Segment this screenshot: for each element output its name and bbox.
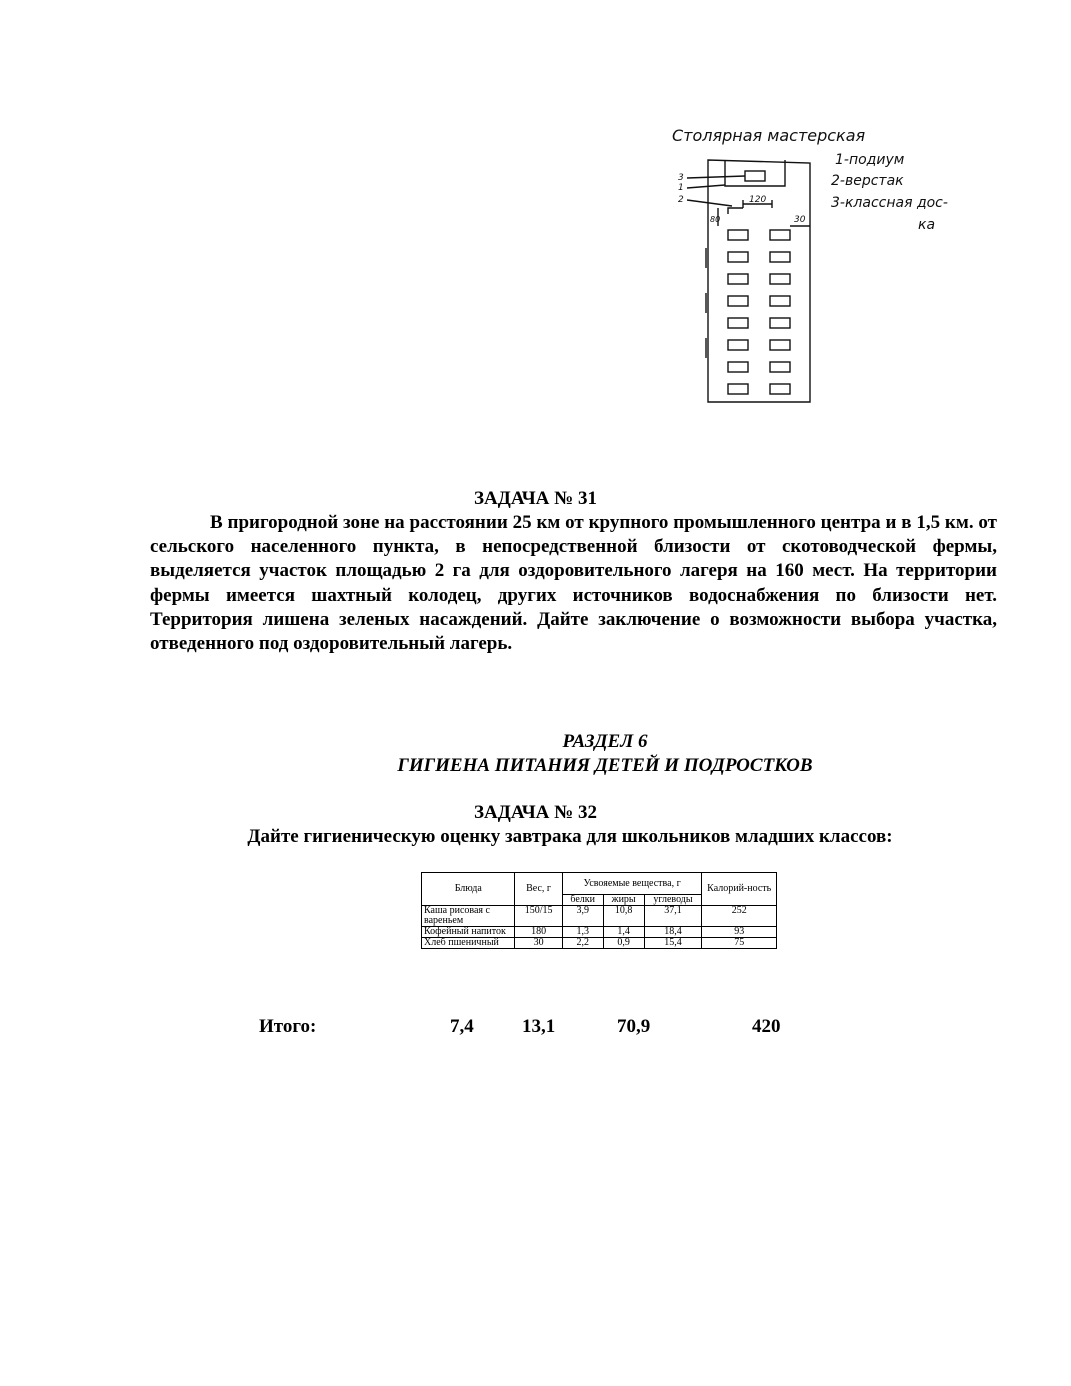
task-32-intro: Дайте гигиеническую оценку завтрака для школьников младших классов:	[247, 826, 893, 847]
section-title: РАЗДЕЛ 6	[562, 731, 648, 752]
table-row	[422, 906, 777, 927]
breakfast-table	[421, 872, 777, 949]
cell-protein: 1,3	[562, 927, 603, 938]
task-32-title: ЗАДАЧА № 32	[474, 802, 597, 823]
cell-protein: 2,2	[562, 938, 603, 949]
sketch-mark-2: 2	[678, 195, 684, 205]
cell-name: Каша рисовая с вареньем	[422, 906, 515, 927]
totals-carbs: 70,9	[617, 1016, 651, 1037]
totals-fat: 13,1	[522, 1016, 556, 1037]
cell-calories: 75	[702, 938, 777, 949]
header-dish: Блюда	[422, 873, 515, 906]
cell-carbs: 15,4	[644, 938, 702, 949]
sketch-mark-3: 3	[678, 173, 684, 183]
totals-label: Итого:	[259, 1016, 317, 1037]
totals-calories: 420	[752, 1016, 781, 1037]
task-31-text: В пригородной зоне на расстоянии 25 км от крупного промышленного центра и в 1,5 км. от сельского населенного пункта, в непосредственной близости от скотоводческой фермы, выделяется участок площадью 2 га для оздоровительного лагеря на 160 мест. На территории фермы имеется шахтный колодец, других источников водоснабжения по близости нет. Территория лишена зеленых насаждений. Дайте заключение о возможности выбора участка, отведенного под оздоровительный лагерь.	[150, 512, 997, 655]
totals-protein: 7,4	[450, 1016, 474, 1037]
cell-calories: 93	[702, 927, 777, 938]
sketch-legend-3: 3-классная дос-	[831, 195, 948, 211]
sketch-dim-80: 80	[710, 215, 721, 224]
cell-weight: 30	[515, 938, 562, 949]
table-row	[422, 927, 777, 938]
sketch-mark-1: 1	[678, 183, 684, 193]
sketch-dim-120: 120	[749, 195, 767, 205]
table-row	[422, 938, 777, 949]
desk-rows	[728, 230, 790, 394]
header-calories: Калорий-ность	[702, 873, 777, 906]
cell-carbs: 18,4	[644, 927, 702, 938]
cell-fat: 1,4	[603, 927, 644, 938]
cell-name: Кофейный напиток	[422, 927, 515, 938]
cell-fat: 10,8	[603, 906, 644, 927]
sketch-dim-30: 30	[794, 215, 806, 225]
sketch-legend-1: 1-подиум	[835, 152, 905, 168]
cell-calories: 252	[702, 906, 777, 927]
cell-name: Хлеб пшеничный	[422, 938, 515, 949]
header-fat: жиры	[603, 895, 644, 906]
header-nutrients: Усвояемые вещества, г	[562, 873, 702, 895]
header-weight: Вес, г	[515, 873, 562, 906]
sketch-legend-2: 2-верстак	[831, 173, 904, 189]
cell-protein: 3,9	[562, 906, 603, 927]
cell-weight: 150/15	[515, 906, 562, 927]
sketch-legend-4: ка	[918, 217, 936, 233]
header-carbs: углеводы	[644, 895, 702, 906]
header-protein: белки	[562, 895, 603, 906]
workshop-floor-plan-sketch	[660, 118, 990, 418]
section-subtitle: ГИГИЕНА ПИТАНИЯ ДЕТЕЙ И ПОДРОСТКОВ	[397, 755, 813, 776]
cell-weight: 180	[515, 927, 562, 938]
task-31-title: ЗАДАЧА № 31	[474, 488, 597, 509]
cell-fat: 0,9	[603, 938, 644, 949]
sketch-title: Столярная мастерская	[672, 126, 866, 145]
cell-carbs: 37,1	[644, 906, 702, 927]
